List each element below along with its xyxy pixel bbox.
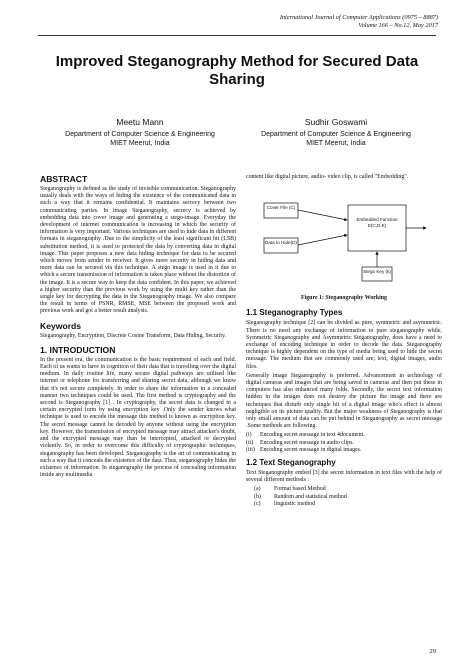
header-rule [38,35,436,36]
author-dept: Department of Computer Science & Engineering [261,131,411,139]
paper-title: Improved Steganography Method for Secured Data Sharing [55,53,419,88]
arrow-cover-to-embed [298,210,347,220]
author-block-1 [40,118,240,148]
list-item: (a) Format based Method [254,486,326,493]
author-dept: Department of Computer Science & Engineering [65,131,215,139]
introduction-heading: 1. INTRODUCTION [40,344,116,355]
abstract-heading: ABSTRACT [40,174,88,184]
author-name: Meetu Mann [116,117,164,127]
abstract-text: Steganography is defined as the study of invisible communication. Steganography usually deals with the ways of hiding the existence of the communicated data in such a way that it remains confidential. It maintains secrecy between two communicating parties. In image Steganography, secrecy is achieved by embedding data into cover image and generating a stego-image. Everyday the development of internet communication is increasing in which the security of information is very important. Various techniques are used to hide data in different formats in steganography .Due to the simplicity of the least significant bit (LSB) substitution method, it is used to protected the data by converting data in digital image. This paper proposes a new data hiding technique for data to be secured which moves from sender to receiver. It gives more security in hiding data and more data can be secured via this technique. A stego image is used in it due to which a secure transmission of information is taken place without the distortion of the image. It is a secure way to keep the data confident. In this paper, we achieved a higher security than the previous work by using the multi key rather than the single key for decrypting the data in the Steganography image. We also compare the result in terms of PSNR, RMSE, MSE between the proposed work and previous work and got a better result analysis. [40,186,236,315]
types-list [246,432,442,454]
author-institution: MIET Meerut, India [110,139,170,147]
right-column [246,174,442,510]
author-name: Sudhir Goswami [304,117,368,127]
journal-volume: Volume 166 – No.12, May 2017 [358,22,438,29]
text-steganography-text: Text Steganography embed [3] the secret information in text files with the help of several different methods : [246,470,442,484]
stego-key-label: Stego Key (k) [363,269,391,275]
cover-file-label: Cover File (C) [266,205,296,211]
keywords-heading: Keywords [40,320,82,331]
page-number: 29 [429,648,436,655]
list-item: (i) Encoding secret message in text 4document. [246,432,365,439]
journal-name: International Journal of Computer Applications (0975 – 8887) [279,14,438,21]
types-paragraph-2: Generally image Steganography is preferred. Advancement in technology of digital cameras and images that are being saved in cameras and then put these in computers has also enhanced many folds. Secondly, the secret text information hidden in the images does not destroy the picture the image and there are techniques that disturb only single bit of a digital image who's effect is almost negligible on its picture quality. But the major weakness of Steganography is that only small amount of data can be put behind in Steganography as secret message .Some methods are following. [246,372,442,430]
keywords-text: Steganography, Encryption, Discrete Cosine Transform, Data Hiding, Security. [40,332,227,339]
introduction-text: In the present era, the communication is the basic requirement of each and field. Each of us wants to have in cognition of their data that is travelling over the digital medium. In daily routine life, many secure digital pathways are utilised like internet or telephone for transferring and sharing secret data, although we know that it's not secure completely. In order to share the information in a concealed manner two techniques could be used. The first method is cryptography and the second is Steganography [1] . In cryptography, the secret data is changed in a certain encrypted form by using encryption key .Only the sender knows what technique is used to encode the message this method is known as encryption key. The secret message cannot be decoded by anyone without using the encryption key. However, the transmission of encrypted message may attract attacker's doubt, and the encrypted message may than be intercepted, attacked or decrypted violently. So, in order to overcome this difficulty of cryptographic techniques, steganography has been developed. Steganography is the art of communicating in such a way that it conceals the existence of the data. Thus, steganography hides the existence of information. In steganography the process of concealing information inside any multimedia [40,356,236,479]
embedded-function-label: Embedded Function E(C,D,K) [356,217,398,228]
types-heading: 1.1 Steganography Types [246,308,343,318]
text-steganography-heading: 1.2 Text Steganography [246,458,336,468]
data-to-hide-label: Data to Hide(D) [265,240,297,246]
text-methods-list [246,486,442,508]
steganography-figure [246,183,442,293]
types-paragraph-1: Steganography technique [2] can be divided as pure, symmetric and asymmetric. There is no need any exchange of information in pure steganography while, Symmetric Steganography and Asymmetric Steganography, does have a need to exchange of encoding technique in order to decode the data. Steganography technique is highly dependent on the type of media being used to hide the secret message. The medium that are commonly used are; text, digital images, audio files. [246,320,442,370]
arrow-data-to-embed [298,235,347,245]
list-item: (c) linguistic method [254,500,316,507]
author-institution: MIET Meerut, India [306,139,366,147]
list-item: (b) Random and statistical method [254,493,347,500]
embedded-function-box [348,205,406,251]
figure-caption: Figure 1: Steganography Working [300,295,388,302]
journal-header [178,14,438,30]
list-item: (ii) Encoding secret message in audio clips. [246,439,354,446]
intro-continuation: content like digital picture, audio- video clip, is called "Embedding". [246,174,409,180]
left-column [40,170,236,481]
figure-diagram [246,183,442,293]
author-block-2 [236,118,436,148]
list-item: (iii) Encoding secret message in digital images. [246,446,362,453]
